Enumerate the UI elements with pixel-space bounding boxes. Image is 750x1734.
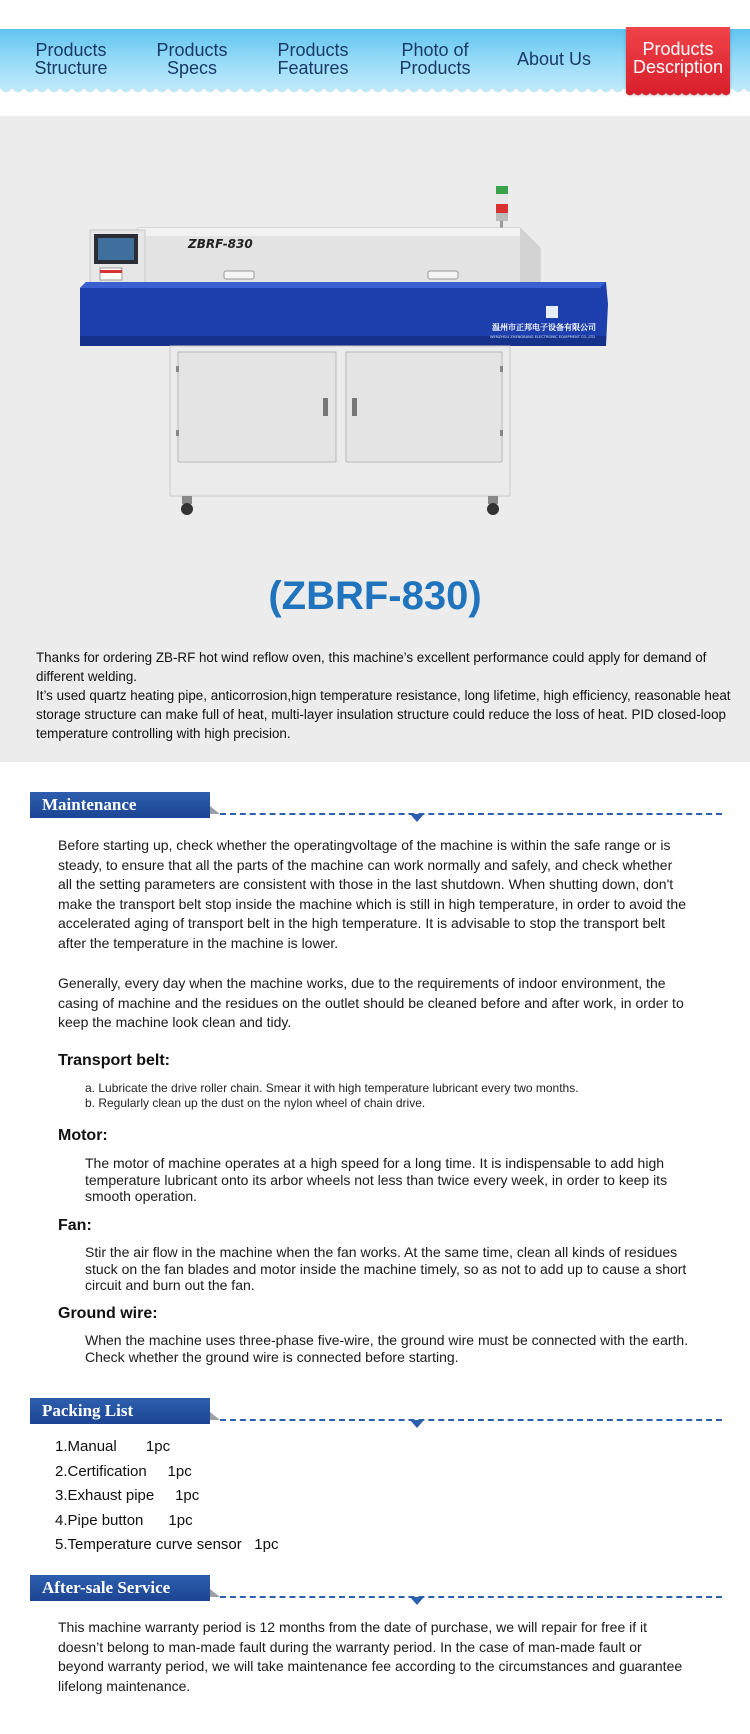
section-corner bbox=[210, 806, 220, 814]
intro-paragraph-1: Thanks for ordering ZB-RF hot wind reflow oven, this machine’s excellent performance could apply for demand of different welding. bbox=[36, 650, 707, 684]
fan-text: Stir the air flow in the machine when the fan works. At the same time, clean all kinds of residues stuck on the fan blades and motor inside the machine timely, so as not to add up to cause a short circuit and burn out the fan. bbox=[85, 1244, 687, 1293]
section-divider bbox=[220, 813, 722, 815]
section-divider bbox=[220, 1419, 722, 1421]
section-divider bbox=[220, 1596, 722, 1598]
maintenance-paragraph-2: Generally, every day when the machine works, due to the requirements of indoor environment, the casing of machine and the residues on the outlet should be cleaned before and after work, in order to keep the machine look clean and tidy. bbox=[58, 975, 684, 1030]
nav-products-description-tab[interactable] bbox=[626, 27, 730, 93]
motor-heading: Motor: bbox=[58, 1127, 108, 1144]
packing-list bbox=[55, 1435, 278, 1558]
maintenance-title: Maintenance bbox=[30, 792, 210, 818]
fan-heading: Fan: bbox=[58, 1217, 92, 1234]
section-corner bbox=[210, 1412, 220, 1420]
transport-belt-list bbox=[85, 1081, 579, 1111]
reflow-oven-illustration bbox=[80, 166, 670, 536]
ground-wire-heading: Ground wire: bbox=[58, 1305, 158, 1322]
packing-list-title: Packing List bbox=[30, 1398, 210, 1424]
down-arrow-icon bbox=[410, 1597, 424, 1605]
nav-products-features[interactable]: Products Features bbox=[277, 40, 349, 78]
list-item: 3.Exhaust pipe 1pc bbox=[55, 1487, 200, 1504]
intro-text bbox=[36, 648, 736, 743]
nav-photo-of-products[interactable]: Photo of Products bbox=[399, 40, 471, 78]
list-item: b. Regularly clean up the dust on the nylon wheel of chain drive. bbox=[85, 1096, 426, 1110]
nav-about-us[interactable]: About Us bbox=[516, 49, 592, 69]
packing-list-header bbox=[30, 1398, 722, 1428]
nav-products-description[interactable]: Products Description bbox=[632, 39, 724, 77]
down-arrow-icon bbox=[410, 1420, 424, 1428]
machine-model-label: ZBRF-830 bbox=[188, 237, 253, 251]
brand-text: 温州市正邦电子设备有限公司 bbox=[492, 323, 596, 332]
brand-subtext: WENZHOU ZHENGBANG ELECTRONIC EQUIPMENT CO.,LTD bbox=[490, 335, 595, 339]
intro-paragraph-2: It’s used quartz heating pipe, anticorrosion,hign temperature resistance, long lifetime, high efficiency, reasonable heat storage structure can make full of heat, multi-layer insulation structure could reduce the loss of heat. PID closed-loop temperature controlling with high precision. bbox=[36, 688, 731, 741]
model-title: (ZBRF-830) bbox=[268, 574, 482, 618]
top-nav bbox=[0, 29, 750, 95]
after-sale-text: This machine warranty period is 12 months from the date of purchase, we will repair for free if it doesn’t belong to man-made fault during the warranty period. In the case of man-made fault or beyond warranty period, we will take maintenance fee according to the circumstances and guarantee lifelong maintenance. bbox=[58, 1619, 683, 1694]
nav-products-structure[interactable]: Products Structure bbox=[34, 40, 108, 78]
list-item: 4.Pipe button 1pc bbox=[55, 1511, 193, 1529]
transport-belt-heading: Transport belt: bbox=[58, 1052, 171, 1069]
hero-section bbox=[0, 116, 750, 762]
motor-text: The motor of machine operates at a high speed for a long time. It is indispensable to add high temperature lubricant onto its arbor wheels not less than twice every week, in order to keep its smooth operation. bbox=[85, 1155, 668, 1204]
maintenance-paragraph-1: Before starting up, check whether the operatingvoltage of the machine is within the safe range or is steady, to ensure that all the parts of the machine can work normally and safely, and check whether all the setting parameters are consistent with those in the last shutdown. When shutting down, don't make the transport belt stop inside the machine which is still in high temperature, in order to avoid the accelerated aging of transport belt in the high temperature. It is advisable to stop the transport belt after the temperature in the machine is lower. bbox=[58, 837, 686, 951]
after-sale-header bbox=[30, 1575, 722, 1605]
down-arrow-icon bbox=[410, 814, 424, 822]
maintenance-header bbox=[30, 792, 722, 822]
list-item: a. Lubricate the drive roller chain. Smear it with high temperature lubricant every two months. bbox=[85, 1081, 579, 1095]
list-item: 2.Certification 1pc bbox=[55, 1462, 192, 1480]
list-item: 1.Manual 1pc bbox=[55, 1438, 171, 1455]
nav-products-specs[interactable]: Products Specs bbox=[156, 40, 228, 78]
ground-wire-text: When the machine uses three-phase five-wire, the ground wire must be connected with the earth. Check whether the ground wire is connected before starting. bbox=[85, 1332, 689, 1365]
list-item: 5.Temperature curve sensor 1pc bbox=[55, 1536, 279, 1553]
section-corner bbox=[210, 1589, 220, 1597]
after-sale-title: After-sale Service bbox=[30, 1575, 210, 1601]
